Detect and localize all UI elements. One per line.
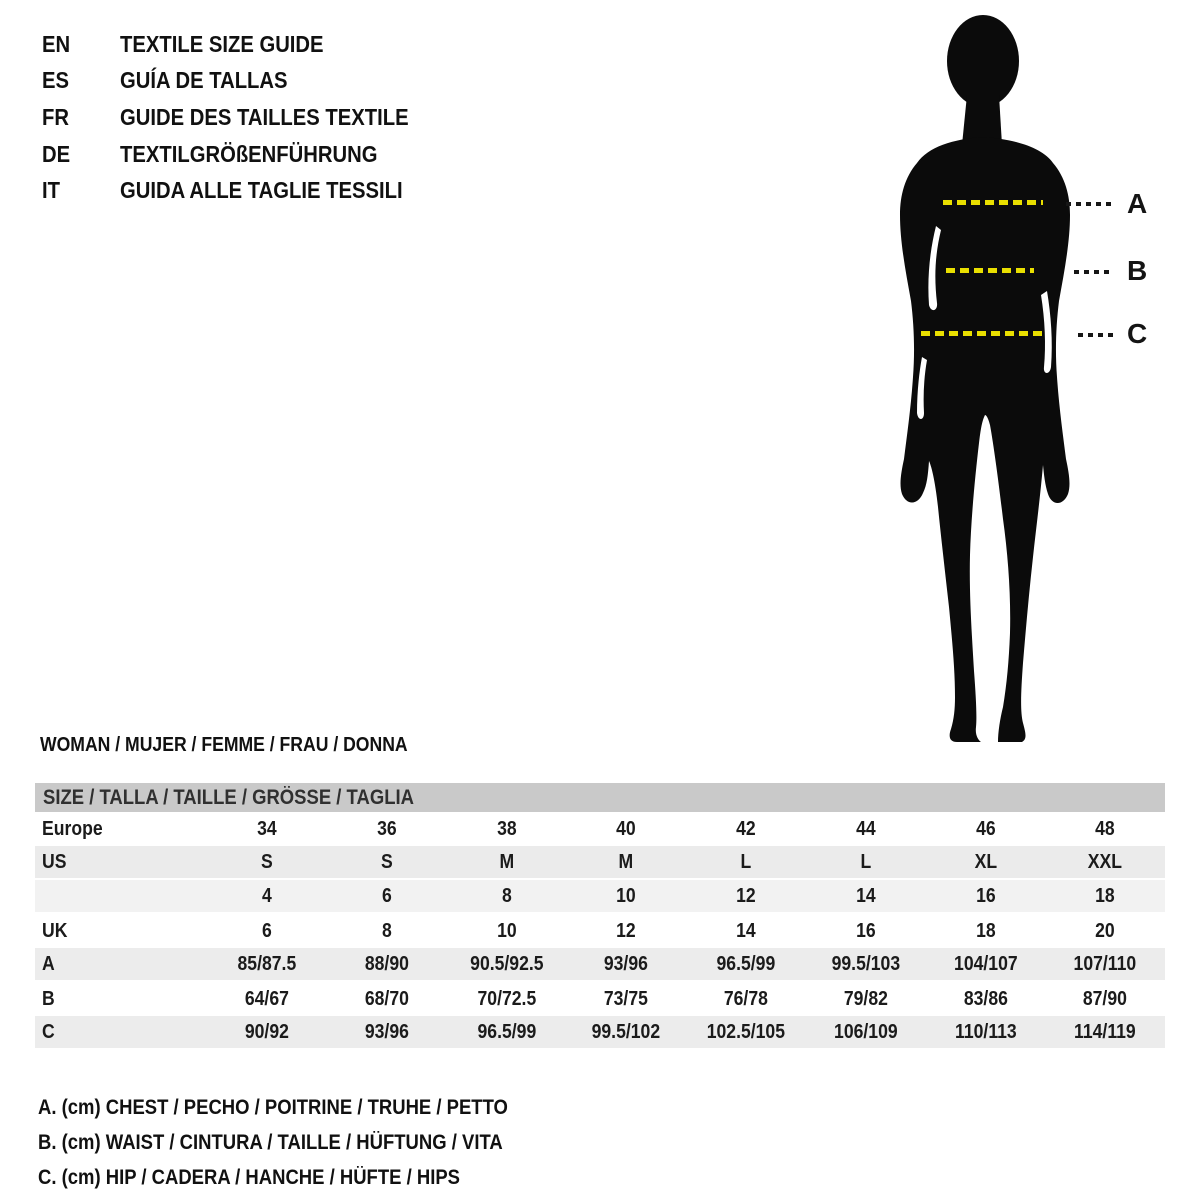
language-code: ES xyxy=(42,67,70,94)
size-cell: 76/78 xyxy=(723,987,768,1010)
legend-item-waist xyxy=(38,1125,572,1160)
size-cell: 12 xyxy=(736,884,756,907)
size-cell: 16 xyxy=(855,919,876,942)
language-title: GUIDA ALLE TAGLIE TESSILI xyxy=(120,177,403,204)
legend-item-chest xyxy=(38,1090,572,1125)
size-cell: 68/70 xyxy=(364,987,409,1010)
marker-label-a: A xyxy=(1127,188,1148,219)
hip-measure-line xyxy=(921,331,1045,336)
table-row-chest xyxy=(35,948,1165,982)
waist-pointer-line xyxy=(1074,270,1114,274)
row-label: US xyxy=(42,850,67,873)
size-table xyxy=(35,783,1165,1050)
size-cell: 18 xyxy=(1095,884,1115,907)
size-table-header-text: SIZE / TALLA / TAILLE / GRÖSSE / TAGLIA xyxy=(43,785,414,809)
size-cell: 20 xyxy=(1095,919,1115,942)
size-cell: 6 xyxy=(261,919,272,942)
language-title: GUIDE DES TAILLES TEXTILE xyxy=(120,103,409,130)
marker-label-c: C xyxy=(1127,318,1148,349)
size-cell: 107/110 xyxy=(1073,952,1137,975)
size-cell: XL xyxy=(974,850,997,873)
row-label: Europe xyxy=(42,817,103,840)
legend-text: B. (cm) WAIST / CINTURA / TAILLE / HÜFTUNG / VITA xyxy=(38,1130,503,1154)
size-cell: L xyxy=(860,850,872,873)
size-cell: 70/72.5 xyxy=(477,987,536,1010)
size-cell: 110/113 xyxy=(954,1020,1017,1043)
size-cell: 90/92 xyxy=(244,1020,289,1043)
size-cell: XXL xyxy=(1088,850,1123,873)
chest-measure-line xyxy=(943,200,1043,205)
size-cell: 44 xyxy=(855,817,876,840)
size-cell: 88/90 xyxy=(364,952,409,975)
size-cell: 14 xyxy=(855,884,876,907)
legend-text: C. (cm) HIP / CADERA / HANCHE / HÜFTE / HIPS xyxy=(38,1165,461,1189)
language-code: FR xyxy=(42,103,69,130)
row-label: B xyxy=(42,987,55,1010)
measurement-legend xyxy=(38,1090,572,1195)
language-title: TEXTILE SIZE GUIDE xyxy=(120,30,324,57)
table-row-us xyxy=(35,846,1165,880)
size-cell: 38 xyxy=(496,817,517,840)
size-cell: 10 xyxy=(496,919,517,942)
woman-silhouette xyxy=(895,15,1095,745)
language-title: TEXTILGRÖßENFÜHRUNG xyxy=(120,140,378,167)
chest-pointer-line xyxy=(1066,202,1114,206)
size-cell: 12 xyxy=(616,919,636,942)
language-code: IT xyxy=(42,177,60,204)
legend-item-hip xyxy=(38,1160,572,1195)
legend-text: A. (cm) CHEST / PECHO / POITRINE / TRUHE / PETTO xyxy=(38,1095,508,1119)
size-cell: 96.5/99 xyxy=(716,952,776,975)
size-cell: 83/86 xyxy=(963,987,1008,1010)
size-cell: 14 xyxy=(736,919,756,942)
size-cell: M xyxy=(618,850,634,873)
table-row-waist xyxy=(35,982,1165,1016)
size-cell: 8 xyxy=(501,884,512,907)
size-cell: 18 xyxy=(975,919,996,942)
size-table-header xyxy=(35,783,1165,812)
size-cell: 114/119 xyxy=(1074,1020,1136,1043)
size-cell: 102.5/105 xyxy=(706,1020,786,1043)
table-row-us-numeric xyxy=(35,880,1165,914)
size-cell: 93/96 xyxy=(604,952,649,975)
size-cell: 99.5/103 xyxy=(831,952,900,975)
section-heading-text: WOMAN / MUJER / FEMME / FRAU / DONNA xyxy=(40,734,408,756)
size-cell: 90.5/92.5 xyxy=(469,952,544,975)
language-code: DE xyxy=(42,140,71,167)
size-cell: 106/109 xyxy=(833,1020,898,1043)
size-cell: 36 xyxy=(376,817,397,840)
size-cell: 46 xyxy=(975,817,996,840)
table-row-uk xyxy=(35,914,1165,948)
table-row-europe xyxy=(35,812,1165,846)
hip-pointer-line xyxy=(1078,333,1114,337)
size-cell: 104/107 xyxy=(953,952,1018,975)
row-label: UK xyxy=(42,919,68,942)
size-cell: 93/96 xyxy=(364,1020,409,1043)
size-cell: 42 xyxy=(736,817,756,840)
language-code: EN xyxy=(42,30,71,57)
size-cell: S xyxy=(380,850,393,873)
size-cell: 8 xyxy=(381,919,392,942)
section-heading xyxy=(40,734,458,757)
size-cell: 85/87.5 xyxy=(237,952,297,975)
table-row-hip xyxy=(35,1016,1165,1050)
marker-label-b: B xyxy=(1127,255,1148,286)
size-cell: 87/90 xyxy=(1083,987,1128,1010)
size-cell: L xyxy=(740,850,752,873)
size-cell: 64/67 xyxy=(244,987,289,1010)
size-cell: 40 xyxy=(616,817,636,840)
size-cell: 96.5/99 xyxy=(477,1020,536,1043)
size-cell: 79/82 xyxy=(843,987,888,1010)
language-title: GUÍA DE TALLAS xyxy=(120,67,288,94)
row-label: C xyxy=(42,1020,55,1043)
size-cell: 4 xyxy=(261,884,272,907)
size-cell: 48 xyxy=(1095,817,1115,840)
size-cell: M xyxy=(499,850,514,873)
size-cell: 34 xyxy=(257,817,277,840)
size-cell: 73/75 xyxy=(604,987,649,1010)
size-cell: 10 xyxy=(616,884,636,907)
row-label: A xyxy=(42,952,55,975)
size-cell: S xyxy=(261,850,273,873)
size-cell: 99.5/102 xyxy=(591,1020,661,1043)
waist-measure-line xyxy=(946,268,1034,273)
size-cell: 6 xyxy=(381,884,392,907)
size-cell: 16 xyxy=(975,884,996,907)
silhouette-shape xyxy=(900,15,1070,742)
